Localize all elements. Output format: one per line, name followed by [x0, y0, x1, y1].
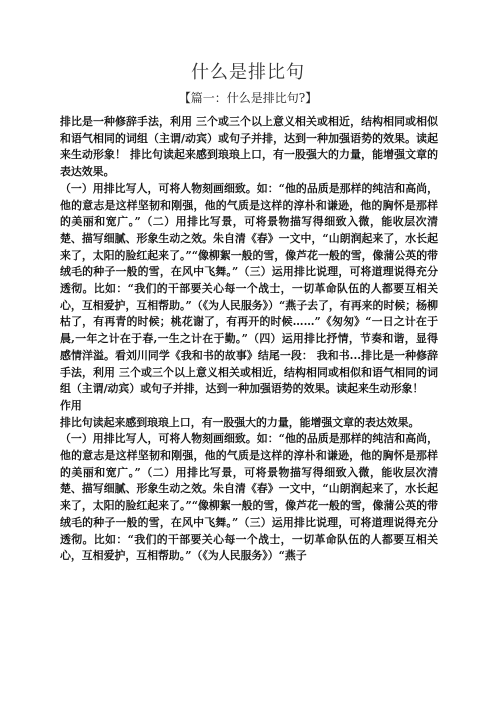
paragraph-effect: 排比句读起来感到琅琅上口，有一股强大的力量，能增强文章的表达效果。	[60, 415, 420, 429]
paragraph-examples-repeat: （一）用排比写人，可将人物刻画细致。如：“他的品质是那样的纯洁和高尚，他的意志是这样坚韧和刚强，他的气质是这样的淳朴和谦逊，他的胸怀是那样的美丽和宽广。”（二）用排比写景，可将景物描写得细致入微，能收层次清楚、描写细腻、形象生动之效。朱自清《春》一文中，“山朗润起来了，水长起来了，太阳的脸红起来了。”“像柳絮一般的雪，像芦花一般的雪，像蒲公英的带绒毛的种子一般的雪，在风中飞舞。”（三）运用排比说理，可将道理说得充分透彻。比如：“我们的干部要关心每一个战士，一切革命队伍的人都要互相关心，互相爱护，互相帮助。”（《为人民服务》）“燕子	[60, 432, 438, 563]
paragraph-heading-effect: 作用	[60, 398, 82, 412]
page-title: 什么是排比句	[191, 62, 305, 83]
document-body	[60, 114, 438, 565]
section-heading: 【篇一：什么是排比句?】	[178, 91, 318, 105]
paragraph-intro: 排比是一种修辞手法，利用 三个或三个以上意义相关或相近，结构相同或相似和语气相同的词组（主谓/动宾）或句子并排，达到一种加强语势的效果。读起来生动形象！ 排比句读起来感到琅琅上口，有一股强大的力量，能增强文章的表达效果。	[60, 115, 438, 179]
paragraph-examples: （一）用排比写人，可将人物刻画细致。如：“他的品质是那样的纯洁和高尚，他的意志是这样坚韧和刚强，他的气质是这样的淳朴和谦逊，他的胸怀是那样的美丽和宽广。”（二）用排比写景，可将景物描写得细致入微，能收层次清楚、描写细腻、形象生动之效。朱自清《春》一文中，“山朗润起来了，水长起来了，太阳的脸红起来了。”“像柳絮一般的雪，像芦花一般的雪，像蒲公英的带绒毛的种子一般的雪，在风中飞舞。”（三）运用排比说理，可将道理说得充分透彻。比如：“我们的干部要关心每一个战士，一切革命队伍的人都要互相关心，互相爱护，互相帮助。”（《为人民服务》）“燕子去了，有再来的时候；杨柳枯了，有再青的时候；桃花谢了，有再开的时候……”《匆匆》“一日之计在于晨,一年之计在于春,一生之计在于勤。”（四）运用排比抒情，节奏和谐，显得感情洋溢。看刘川同学《我和书的故事》结尾一段： 我和书...排比是一种修辞手法，利用 三个或三个以上意义相关或相近，结构相同或相似和语气相同的词组（主谓/动宾）或句子并排，达到一种加强语势的效果。读起来生动形象！	[60, 181, 438, 396]
